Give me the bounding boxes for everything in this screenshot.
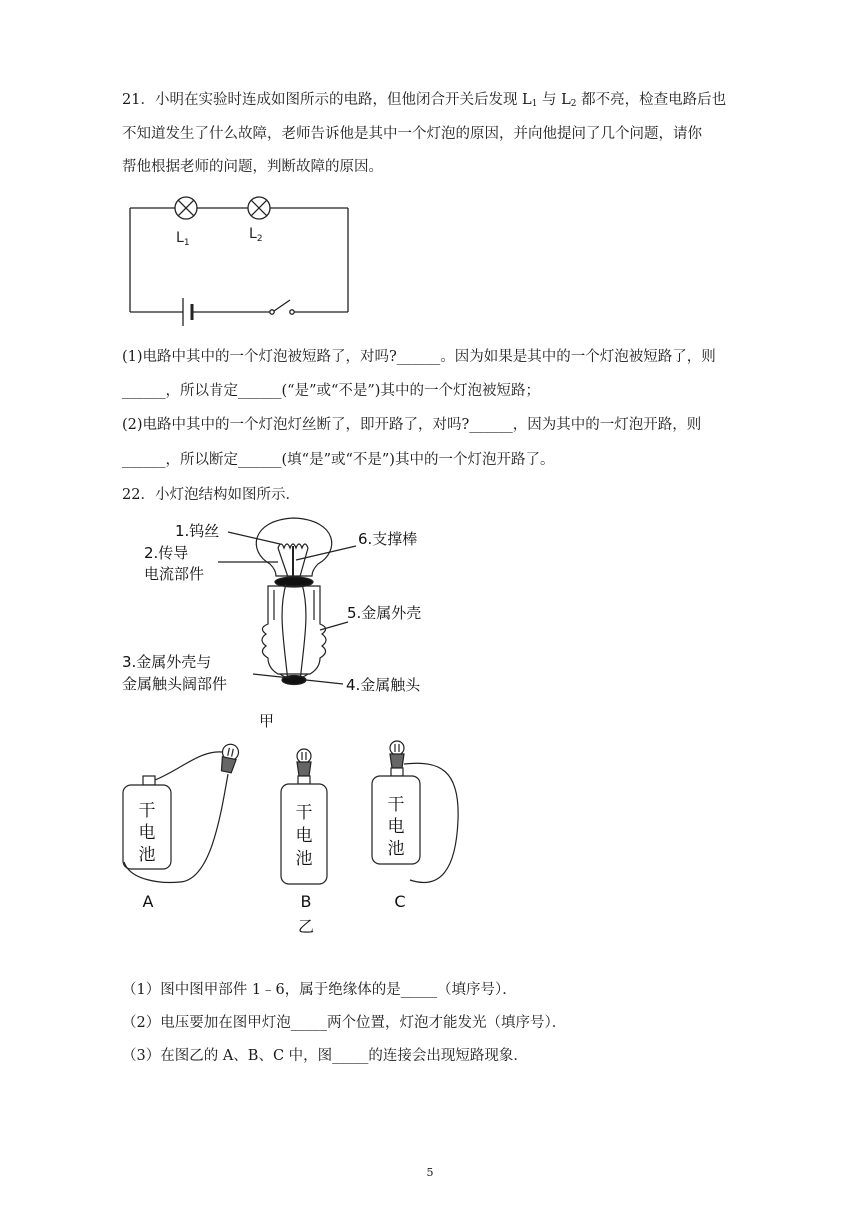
battery-symbol bbox=[183, 298, 192, 326]
battery-c-text-2: 电 bbox=[387, 817, 405, 837]
battery-b-text-2: 电 bbox=[295, 826, 313, 846]
battery-b-terminal bbox=[298, 776, 310, 784]
lamp-l2-label: $L_2$ bbox=[249, 226, 263, 244]
q21-stem-line1: 21．小明在实验时连成如图所示的电路，但他闭合开关后发现 $L_1$ 与 $L_2$ 都不亮，检查电路后也 bbox=[122, 92, 727, 109]
q21-stem-line3: 帮他根据老师的问题，判断故障的原因。 bbox=[122, 159, 383, 175]
wire-a-top bbox=[155, 752, 222, 780]
label-6-support-rod: 6.支撑棒 bbox=[358, 530, 418, 548]
battery-b-text-1: 干 bbox=[295, 803, 313, 823]
q21-part1-line2: ______，所以肯定______(“是”或“不是”)其中的一个灯泡被短路； bbox=[122, 383, 540, 399]
bulb-b bbox=[297, 749, 311, 776]
label-3-line1: 3.金属外壳与 bbox=[122, 653, 212, 671]
label-2-line1: 2.传导 bbox=[144, 544, 189, 562]
metal-shell bbox=[262, 586, 326, 674]
q21-part1-line1: (1)电路中其中的一个灯泡被短路了，对吗?______。因为如果是其中的一个灯泡被短路了，则 bbox=[122, 349, 716, 365]
q22-part2: （2）电压要加在图甲灯泡_____两个位置，灯泡才能发光（填序号）． bbox=[122, 1015, 567, 1031]
label-b: B bbox=[300, 892, 312, 911]
battery-b-text-3: 池 bbox=[295, 849, 313, 869]
switch-symbol bbox=[270, 300, 294, 314]
base-wire-left bbox=[282, 584, 288, 682]
q21-part2-line1: (2)电路中其中的一个灯泡灯丝断了，即开路了，对吗?______，因为其中的一灯泡开路，则 bbox=[122, 417, 702, 433]
label-1-tungsten: 1.钨丝 bbox=[175, 522, 220, 540]
battery-c-terminal bbox=[391, 768, 403, 776]
q22-part1: （1）图中图甲部件 1﹣6，属于绝缘体的是_____（填序号）． bbox=[122, 982, 517, 998]
base-wire-right bbox=[300, 584, 306, 682]
caption-yi: 乙 bbox=[297, 917, 315, 936]
page-number: 5 bbox=[426, 1166, 434, 1179]
bulb-structure-diagram bbox=[118, 512, 448, 737]
caption-jia: 甲 bbox=[259, 712, 275, 730]
bulb-a bbox=[219, 743, 240, 774]
label-5-metal-shell: 5.金属外壳 bbox=[347, 604, 422, 622]
label-4-metal-contact: 4.金属触头 bbox=[346, 676, 421, 694]
battery-c-text-3: 池 bbox=[387, 839, 405, 859]
lamp-l1-label: $L_1$ bbox=[176, 230, 190, 248]
label-c: C bbox=[394, 892, 406, 911]
lamp-l2-symbol bbox=[248, 197, 270, 219]
label-3-line2: 金属触头阔部件 bbox=[122, 675, 228, 693]
label-2-line2: 电流部件 bbox=[144, 565, 205, 583]
battery-a-terminal bbox=[143, 776, 155, 785]
battery-a-text-1: 干 bbox=[138, 801, 156, 821]
leader-4 bbox=[306, 680, 343, 684]
bulb-c bbox=[390, 741, 404, 768]
q21-stem-line2: 不知道发生了什么故障，老师告诉他是其中一个灯泡的原因，并向他提问了几个问题，请你 bbox=[122, 126, 702, 142]
q21-part2-line2: ______，所以断定______(填“是”或“不是”)其中的一个灯泡开路了。 bbox=[122, 452, 555, 468]
q22-part3: （3）在图乙的 A、B、C 中，图_____的连接会出现短路现象． bbox=[122, 1048, 528, 1064]
label-a: A bbox=[142, 892, 154, 911]
battery-c-text-1: 干 bbox=[387, 795, 405, 815]
battery-connections-diagram bbox=[110, 730, 470, 940]
metal-contact bbox=[282, 676, 306, 685]
lamp-l1-symbol bbox=[175, 197, 197, 219]
q22-intro: 22．小灯泡结构如图所示． bbox=[122, 487, 300, 503]
series-circuit-diagram bbox=[120, 190, 360, 330]
connection-c bbox=[372, 741, 458, 883]
battery-a-text-3: 池 bbox=[138, 845, 156, 865]
battery-a-text-2: 电 bbox=[138, 823, 156, 843]
